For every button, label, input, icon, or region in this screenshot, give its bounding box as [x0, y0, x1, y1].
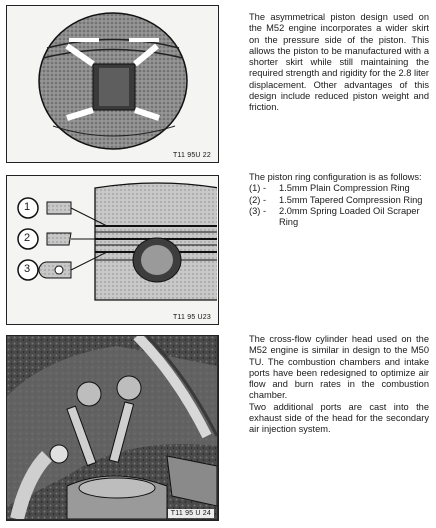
piston-rings-figure — [6, 175, 219, 325]
piston-description: The asymmetrical piston design used on the M52 engine incorporates a wider skirt on the pressure side of the piston. This allows the piston to be manufactured with a shorter skirt while still maintaining the required strength and rigidity for the 2.8 liter displacement. Other advantages of this design include reduced piston weight and friction. — [249, 12, 429, 113]
ring-intro: The piston ring configuration is as follows: — [249, 172, 422, 182]
ring-list — [249, 183, 429, 228]
callout-2: 2 — [24, 232, 31, 244]
piston-illustration — [7, 6, 217, 161]
ring-number: (2) - — [249, 194, 267, 205]
callout-3: 3 — [24, 263, 31, 275]
ring-description: 1.5mm Plain Compression Ring — [279, 183, 410, 194]
ring-description: 2.0mm Spring Loaded Oil Scraper Ring — [279, 205, 420, 228]
callout-1: 1 — [24, 201, 31, 213]
head-paragraph-1: The cross-flow cylinder head used on the M52 engine is similar in design to the M50 TU. The combustion chambers and intake ports have been redesigned to optimize air flow and burn rates in the combustion chamber. — [249, 334, 429, 401]
cylinder-head-figure — [6, 335, 219, 521]
list-item — [249, 195, 429, 206]
ring-number: (1) - — [249, 183, 267, 194]
figure-caption: T11 95 U 24 — [168, 509, 214, 518]
piston-rings-illustration — [7, 176, 217, 323]
piston-ring-section — [249, 172, 429, 228]
figure-caption: T11 95 U23 — [172, 314, 211, 321]
piston-figure — [6, 5, 219, 163]
figure-caption: T11 95U 22 — [172, 152, 211, 159]
list-item — [249, 183, 429, 194]
list-item — [249, 206, 429, 229]
head-paragraph-2: Two additional ports are cast into the exhaust side of the head for the secondary air injection system. — [249, 401, 429, 435]
ring-description: 1.5mm Tapered Compression Ring — [279, 194, 423, 205]
ring-number: (3) - — [249, 205, 267, 216]
cylinder-head-illustration — [7, 336, 217, 519]
cylinder-head-description — [249, 334, 429, 436]
